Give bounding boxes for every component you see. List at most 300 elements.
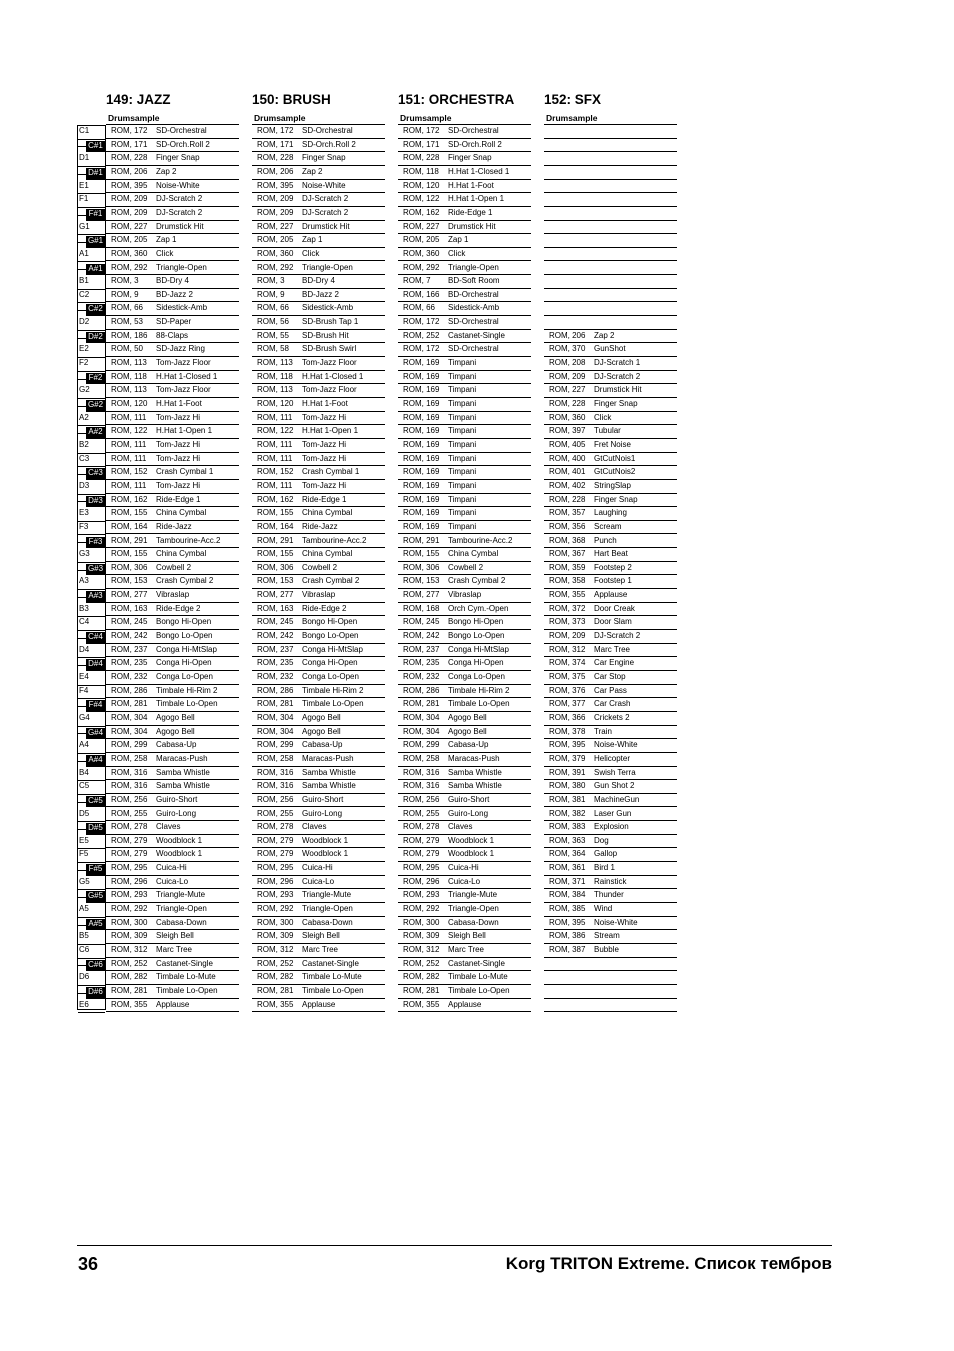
sample-row	[544, 671, 677, 685]
key-a5: A5	[78, 904, 105, 918]
sample-row	[252, 944, 385, 958]
rom-number: ROM, 122	[257, 426, 294, 436]
sample-name: Crash Cymbal 1	[156, 467, 214, 477]
sample-name: Zap 1	[156, 235, 177, 245]
rom-number: ROM, 405	[549, 439, 586, 449]
rom-number: ROM, 281	[111, 699, 148, 709]
rom-number: ROM, 355	[403, 999, 440, 1009]
rom-number: ROM, 169	[403, 480, 440, 490]
rom-number: ROM, 376	[549, 685, 586, 695]
rom-number: ROM, 357	[549, 508, 586, 518]
sample-name: Timbale Lo-Open	[302, 699, 364, 709]
sample-name: Cuica-Lo	[448, 876, 481, 886]
sample-row	[106, 521, 239, 535]
sample-name: Crash Cymbal 2	[156, 576, 214, 586]
sample-name: Zap 1	[302, 235, 323, 245]
sample-row	[544, 985, 677, 999]
rom-number: ROM, 155	[257, 508, 294, 518]
sample-row	[106, 767, 239, 781]
rom-number: ROM, 53	[111, 317, 144, 327]
rom-number: ROM, 370	[549, 344, 586, 354]
sample-name: Ride-Edge 1	[302, 494, 347, 504]
sample-name: Helicopter	[594, 753, 631, 763]
rom-number: ROM, 169	[403, 399, 440, 408]
rom-number: ROM, 228	[257, 153, 294, 163]
rom-number: ROM, 316	[111, 781, 148, 791]
key-a2: A2	[78, 413, 105, 427]
sample-name: Finger Snap	[156, 153, 200, 163]
rom-number: ROM, 169	[403, 467, 440, 477]
sample-row	[398, 589, 531, 603]
sample-name: Vibraslap	[302, 590, 336, 600]
sample-row	[252, 562, 385, 576]
rom-number: ROM, 316	[257, 781, 294, 791]
rom-number: ROM, 256	[403, 794, 440, 804]
sample-name: GunShot	[594, 344, 626, 354]
sample-name: Footstep 2	[594, 562, 632, 572]
key-e4: E4	[78, 672, 105, 686]
sample-row	[252, 862, 385, 876]
sample-name: Timpani	[448, 399, 477, 408]
rom-number: ROM, 206	[111, 166, 148, 176]
sample-name: Tom-Jazz Hi	[156, 453, 201, 463]
sample-name: Timbale Lo-Mute	[448, 972, 508, 982]
key-f2: F2	[78, 358, 105, 372]
key-b5: B5	[78, 931, 105, 945]
key-divider	[78, 706, 86, 707]
sample-row	[252, 535, 385, 549]
rom-number: ROM, 169	[403, 453, 440, 463]
key-c5: C5	[78, 781, 105, 795]
sample-name: Cabasa-Down	[302, 917, 353, 927]
sample-row	[106, 712, 239, 726]
rom-number: ROM, 153	[403, 576, 440, 586]
sample-row	[106, 384, 239, 398]
sample-name: Noise-White	[302, 180, 346, 190]
rom-number: ROM, 391	[549, 767, 586, 777]
sample-name: Triangle-Mute	[448, 890, 498, 900]
rom-number: ROM, 312	[403, 945, 440, 954]
sample-name: DJ-Scratch 2	[156, 207, 203, 217]
sample-name: Crash Cymbal 1	[302, 467, 360, 477]
sample-name: Triangle-Mute	[156, 890, 206, 900]
sample-name: Tom-Jazz Hi	[302, 439, 347, 449]
sample-name: SD-Orchestral	[448, 126, 499, 135]
sample-name: GtCutNois2	[594, 467, 636, 477]
sample-name: Noise-White	[156, 180, 200, 190]
sample-name: Maracas-Push	[302, 753, 354, 763]
rom-number: ROM, 209	[257, 194, 294, 204]
sample-name: Cabasa-Up	[448, 740, 489, 750]
rom-number: ROM, 312	[549, 644, 586, 654]
sample-row	[544, 248, 677, 262]
key-d-sharp-3: D#3	[86, 496, 105, 508]
sample-row	[252, 275, 385, 289]
sample-name: Timpani	[448, 426, 477, 436]
sample-name: Triangle-Open	[302, 262, 353, 272]
rom-number: ROM, 299	[111, 740, 148, 750]
sample-row	[106, 152, 239, 166]
sample-name: Agogo Bell	[156, 712, 195, 722]
sample-row	[106, 480, 239, 494]
sample-row	[398, 657, 531, 671]
sample-row	[398, 630, 531, 644]
rom-number: ROM, 228	[403, 153, 440, 163]
rom-number: ROM, 242	[403, 631, 440, 641]
page-number: 36	[78, 1254, 99, 1274]
key-d-sharp-6: D#6	[86, 987, 105, 999]
rom-number: ROM, 355	[111, 999, 148, 1009]
rom-number: ROM, 169	[403, 508, 440, 518]
rom-number: ROM, 205	[257, 235, 294, 245]
sample-row	[398, 971, 531, 985]
sample-row	[106, 794, 239, 808]
sample-name: BD-Dry 4	[302, 276, 335, 286]
sample-row	[106, 439, 239, 453]
rom-number: ROM, 279	[403, 835, 440, 845]
sample-row	[106, 808, 239, 822]
sample-row	[544, 821, 677, 835]
key-c3: C3	[78, 454, 105, 468]
rom-number: ROM, 395	[549, 917, 586, 927]
rom-number: ROM, 162	[111, 494, 148, 504]
rom-number: ROM, 111	[111, 439, 147, 449]
rom-number: ROM, 163	[257, 603, 294, 613]
sample-name: Dog	[594, 835, 609, 845]
rom-number: ROM, 395	[549, 740, 586, 750]
sample-name: Finger Snap	[594, 494, 638, 504]
sample-row	[252, 221, 385, 235]
rom-number: ROM, 209	[111, 207, 148, 217]
sample-name: Vibraslap	[448, 590, 482, 600]
rom-number: ROM, 252	[257, 958, 294, 968]
rom-number: ROM, 293	[257, 890, 294, 900]
key-divider	[78, 269, 86, 270]
sample-name: Guiro-Short	[156, 794, 198, 804]
rom-number: ROM, 309	[257, 931, 294, 941]
sample-row	[398, 535, 531, 549]
sample-row	[544, 999, 677, 1013]
sample-name: Finger Snap	[448, 153, 492, 163]
sample-row	[398, 262, 531, 276]
key-divider	[78, 570, 86, 571]
rom-number: ROM, 169	[403, 412, 440, 422]
sample-name: Applause	[448, 999, 482, 1009]
rom-number: ROM, 162	[257, 494, 294, 504]
key-f-sharp-2: F#2	[86, 373, 105, 385]
rom-number: ROM, 292	[403, 262, 440, 272]
sample-row	[544, 575, 677, 589]
sample-name: Swish Terra	[594, 767, 636, 777]
sample-row	[544, 794, 677, 808]
key-d4: D4	[78, 645, 105, 659]
sample-name: Conga Hi-MtSlap	[302, 644, 363, 654]
rom-number: ROM, 304	[257, 726, 294, 736]
piano-keyboard-strip	[77, 125, 106, 1010]
sample-row	[106, 425, 239, 439]
sample-name: Timpani	[448, 385, 477, 395]
rom-number: ROM, 122	[111, 426, 148, 436]
sample-name: Laughing	[594, 508, 627, 518]
sample-name: SD-Orchestral	[156, 126, 207, 135]
key-f5: F5	[78, 849, 105, 863]
sample-name: Zap 1	[448, 235, 469, 245]
sample-row	[544, 903, 677, 917]
sample-row	[106, 821, 239, 835]
rom-number: ROM, 300	[111, 917, 148, 927]
key-e1: E1	[78, 181, 105, 195]
rom-number: ROM, 306	[403, 562, 440, 572]
rom-number: ROM, 316	[403, 767, 440, 777]
sample-row	[106, 903, 239, 917]
sample-row	[398, 889, 531, 903]
sample-row	[106, 371, 239, 385]
sample-row	[252, 207, 385, 221]
sample-row	[252, 152, 385, 166]
sample-row	[544, 507, 677, 521]
sample-row	[398, 917, 531, 931]
rom-number: ROM, 304	[257, 712, 294, 722]
sample-name: BD-Orchestral	[448, 289, 499, 299]
sample-row	[106, 180, 239, 194]
rom-number: ROM, 111	[257, 439, 293, 449]
sample-row	[106, 958, 239, 972]
rom-number: ROM, 360	[403, 248, 440, 258]
sample-name: Punch	[594, 535, 617, 545]
rom-number: ROM, 209	[111, 194, 148, 204]
sample-row	[398, 548, 531, 562]
sample-row	[106, 139, 239, 153]
sample-row	[544, 466, 677, 480]
sample-row	[106, 275, 239, 289]
kit-title: 149: JAZZ	[106, 92, 171, 107]
sample-row	[398, 412, 531, 426]
rom-number: ROM, 120	[257, 399, 294, 408]
sample-name: BD-Soft Room	[448, 276, 500, 286]
sample-row	[252, 616, 385, 630]
sample-name: BD-Dry 4	[156, 276, 189, 286]
sample-row	[106, 562, 239, 576]
key-a-sharp-5: A#5	[86, 919, 105, 931]
sample-row	[544, 125, 677, 139]
sample-name: Ride-Edge 2	[156, 603, 201, 613]
sample-row	[398, 671, 531, 685]
sample-row	[106, 453, 239, 467]
rom-number: ROM, 166	[403, 289, 440, 299]
sample-row	[106, 412, 239, 426]
rom-number: ROM, 237	[111, 644, 148, 654]
sample-name: Conga Hi-Open	[156, 658, 212, 668]
key-divider	[78, 310, 86, 311]
sample-name: SD-Orchestral	[448, 317, 499, 327]
sample-name: Marc Tree	[302, 945, 339, 954]
sample-row	[544, 780, 677, 794]
sample-name: SD-Jazz Ring	[156, 344, 205, 354]
rom-number: ROM, 56	[257, 317, 290, 327]
kit-title: 150: BRUSH	[252, 92, 331, 107]
rom-number: ROM, 360	[111, 248, 148, 258]
rom-number: ROM, 304	[111, 712, 148, 722]
rom-number: ROM, 279	[257, 849, 294, 859]
rom-number: ROM, 55	[257, 330, 290, 340]
rom-number: ROM, 9	[257, 289, 285, 299]
rom-number: ROM, 232	[111, 672, 148, 681]
rom-number: ROM, 232	[403, 672, 440, 681]
sample-row	[106, 671, 239, 685]
sample-name: Castanet-Single	[156, 958, 213, 968]
sample-row	[544, 425, 677, 439]
rom-number: ROM, 252	[403, 958, 440, 968]
key-g4: G4	[78, 713, 105, 727]
sample-row	[106, 698, 239, 712]
sample-row	[544, 535, 677, 549]
sample-name: 88-Claps	[156, 330, 189, 340]
rom-number: ROM, 386	[549, 931, 586, 941]
sample-row	[398, 494, 531, 508]
sample-name: BD-Jazz 2	[302, 289, 339, 299]
rom-number: ROM, 252	[403, 330, 440, 340]
sample-name: Woodblock 1	[302, 849, 349, 859]
sample-row	[544, 521, 677, 535]
sample-row	[544, 958, 677, 972]
rom-number: ROM, 281	[403, 985, 440, 995]
rom-number: ROM, 237	[403, 644, 440, 654]
sample-row	[544, 644, 677, 658]
sample-row	[398, 453, 531, 467]
rom-number: ROM, 256	[257, 794, 294, 804]
rom-number: ROM, 172	[403, 126, 440, 135]
sample-name: Cuica-Lo	[156, 876, 189, 886]
key-divider	[78, 406, 86, 407]
sample-name: Tom-Jazz Hi	[156, 412, 201, 422]
sample-name: Castanet-Single	[302, 958, 359, 968]
rom-number: ROM, 228	[111, 153, 148, 163]
sample-row	[544, 657, 677, 671]
sample-row	[252, 917, 385, 931]
sample-name: Tom-Jazz Floor	[302, 385, 357, 395]
sample-name: Explosion	[594, 822, 629, 832]
sample-name: Timpani	[448, 439, 477, 449]
sample-row	[398, 739, 531, 753]
rom-number: ROM, 292	[257, 262, 294, 272]
rom-number: ROM, 168	[403, 603, 440, 613]
sample-row	[106, 971, 239, 985]
sample-row	[252, 657, 385, 671]
sample-row	[544, 862, 677, 876]
key-c6: C6	[78, 945, 105, 959]
rom-number: ROM, 382	[549, 808, 586, 818]
rom-number: ROM, 258	[111, 753, 148, 763]
sample-row	[106, 999, 239, 1013]
sample-row	[252, 903, 385, 917]
rom-number: ROM, 385	[549, 904, 586, 914]
sample-name: Cuica-Hi	[156, 863, 187, 873]
rom-number: ROM, 296	[257, 876, 294, 886]
rom-number: ROM, 299	[257, 740, 294, 750]
rom-number: ROM, 387	[549, 945, 586, 954]
key-divider	[78, 897, 86, 898]
rom-number: ROM, 209	[549, 631, 586, 641]
sample-row	[252, 685, 385, 699]
rom-number: ROM, 237	[257, 644, 294, 654]
sample-row	[544, 753, 677, 767]
rom-number: ROM, 277	[111, 590, 148, 600]
rom-number: ROM, 282	[257, 972, 294, 982]
sample-name: Sidestick-Amb	[448, 303, 500, 313]
rom-number: ROM, 312	[257, 945, 294, 954]
sample-row	[398, 603, 531, 617]
sample-row	[106, 262, 239, 276]
rom-number: ROM, 228	[549, 399, 586, 408]
sample-name: Timpani	[448, 480, 477, 490]
sample-row	[544, 207, 677, 221]
drumsample-header: Drumsample	[546, 113, 598, 123]
sample-row	[252, 398, 385, 412]
rom-number: ROM, 245	[257, 617, 294, 627]
sample-row	[106, 207, 239, 221]
sample-name: Marc Tree	[594, 644, 631, 654]
rom-number: ROM, 169	[403, 426, 440, 436]
sample-row	[544, 712, 677, 726]
rom-number: ROM, 164	[111, 521, 148, 531]
sample-row	[544, 357, 677, 371]
rom-number: ROM, 3	[111, 276, 139, 286]
sample-row	[544, 889, 677, 903]
sample-name: DJ-Scratch 2	[302, 194, 349, 204]
key-c-sharp-6: C#6	[86, 960, 105, 972]
sample-name: Cabasa-Down	[156, 917, 207, 927]
sample-row	[398, 152, 531, 166]
rom-number: ROM, 206	[549, 330, 586, 340]
rom-number: ROM, 401	[549, 467, 586, 477]
sample-name: Conga Hi-Open	[302, 658, 358, 668]
key-f-sharp-1: F#1	[86, 209, 105, 221]
sample-name: DJ-Scratch 2	[594, 631, 641, 641]
sample-name: Woodblock 1	[448, 835, 495, 845]
sample-name: SD-Brush Tap 1	[302, 317, 359, 327]
sample-row	[544, 262, 677, 276]
sample-row	[252, 930, 385, 944]
key-divider	[78, 215, 86, 216]
rom-number: ROM, 358	[549, 576, 586, 586]
sample-row	[252, 193, 385, 207]
sample-row	[398, 180, 531, 194]
sample-name: Tom-Jazz Floor	[302, 358, 357, 368]
sample-row	[106, 221, 239, 235]
sample-name: SD-Orchestral	[448, 344, 499, 354]
sample-row	[398, 985, 531, 999]
rom-number: ROM, 205	[403, 235, 440, 245]
sample-row	[398, 330, 531, 344]
sample-name: Tom-Jazz Hi	[156, 439, 201, 449]
sample-name: Sidestick-Amb	[302, 303, 354, 313]
sample-row	[398, 275, 531, 289]
sample-row	[106, 548, 239, 562]
sample-name: Drumstick Hit	[448, 221, 496, 231]
sample-name: SD-Brush Hit	[302, 330, 349, 340]
sample-name: Guiro-Short	[302, 794, 344, 804]
sample-name: Claves	[448, 822, 473, 832]
sample-name: Woodblock 1	[448, 849, 495, 859]
sample-name: Cowbell 2	[302, 562, 338, 572]
rom-number: ROM, 242	[257, 631, 294, 641]
sample-name: Cowbell 2	[448, 562, 484, 572]
sample-row	[544, 480, 677, 494]
sample-row	[398, 780, 531, 794]
sample-row	[252, 384, 385, 398]
sample-name: China Cymbal	[156, 508, 207, 518]
sample-row	[106, 930, 239, 944]
